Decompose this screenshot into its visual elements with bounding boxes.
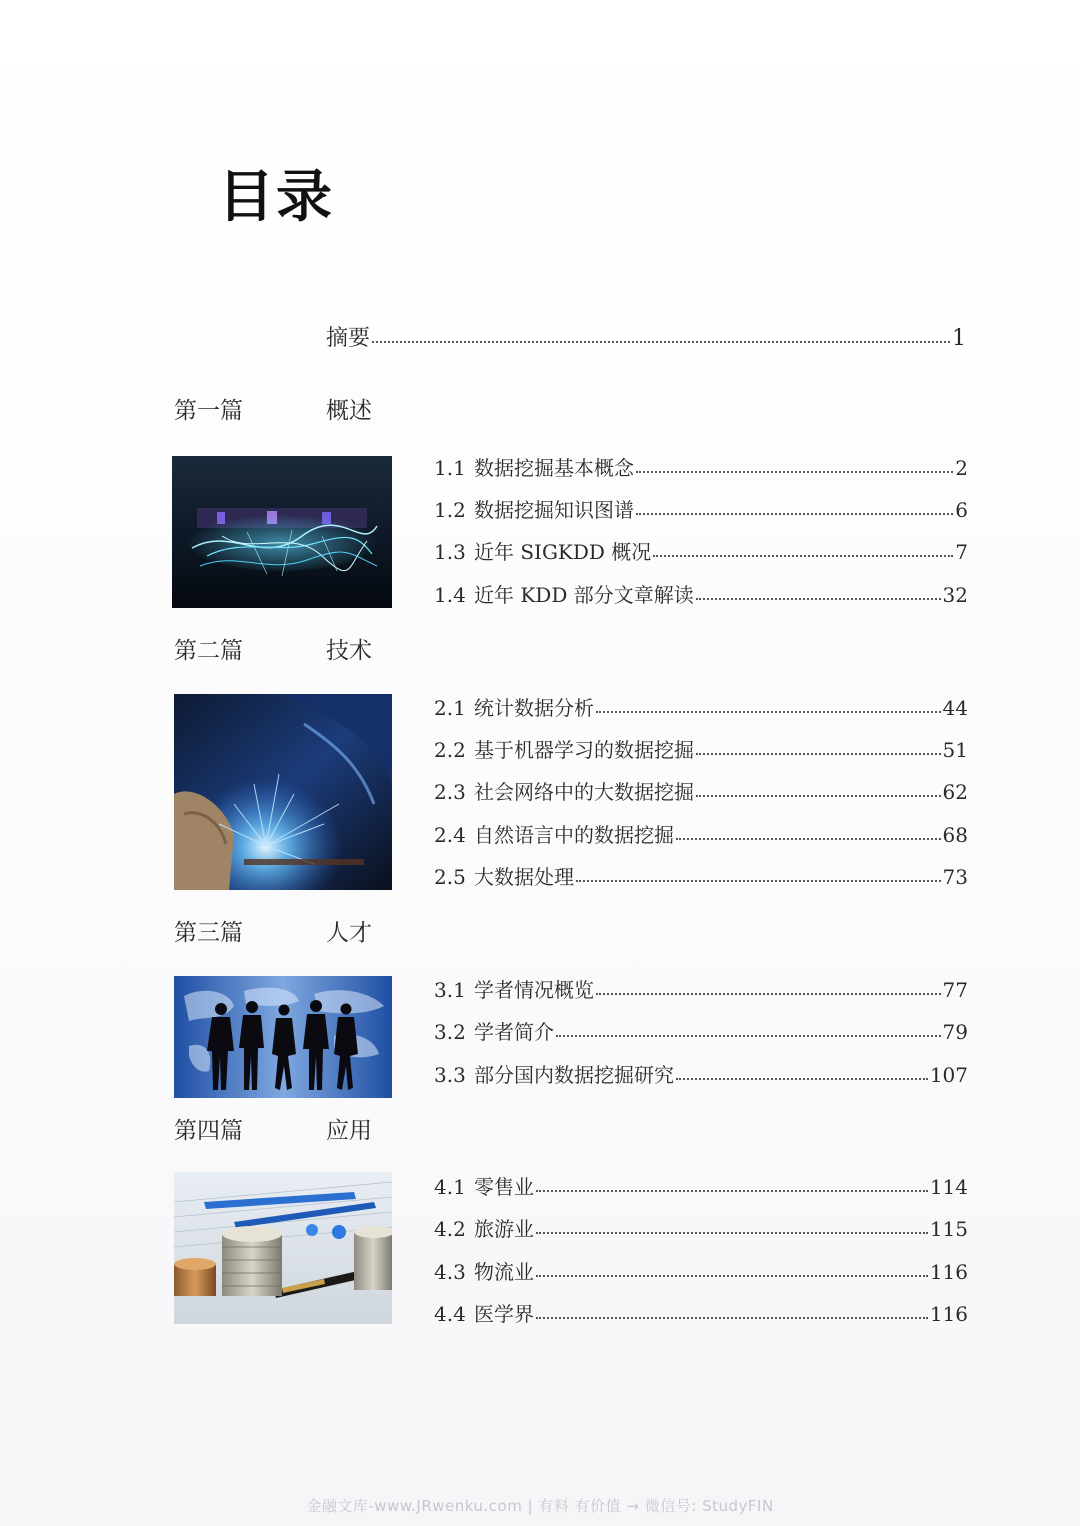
part-1-name: 概述 <box>326 398 372 424</box>
dot-leader <box>536 1317 928 1319</box>
dot-leader <box>676 838 941 840</box>
entry-number: 3.3 <box>434 1063 466 1087</box>
entry-page: 77 <box>942 978 968 1002</box>
toc-entry[interactable] <box>434 825 968 845</box>
toc-entry[interactable] <box>434 1219 968 1239</box>
toc-entry[interactable] <box>434 1304 968 1324</box>
dot-leader <box>696 795 941 797</box>
toc-entry-abstract[interactable] <box>326 328 966 350</box>
business-silhouettes-photo-icon <box>174 976 392 1098</box>
toc-entry[interactable] <box>434 867 968 887</box>
toc-entry[interactable] <box>434 1177 968 1197</box>
entry-number: 4.1 <box>434 1175 466 1199</box>
coins-and-pens-photo-icon <box>174 1172 392 1324</box>
dot-leader <box>653 555 953 557</box>
entry-number: 3.1 <box>434 978 466 1002</box>
entry-label: 摘要 <box>326 326 371 351</box>
dot-leader <box>596 993 941 995</box>
entry-label: 基于机器学习的数据挖掘 <box>474 738 694 762</box>
toc-entry[interactable] <box>434 782 968 802</box>
entry-page: 44 <box>942 696 968 720</box>
entry-page: 6 <box>955 498 968 522</box>
entry-label: 统计数据分析 <box>474 696 594 720</box>
toc-entry[interactable] <box>434 1262 968 1282</box>
toc-entry[interactable] <box>434 980 968 1000</box>
entry-page: 68 <box>942 823 968 847</box>
toc-entry[interactable] <box>434 1065 968 1085</box>
dot-leader <box>576 880 941 882</box>
entry-label: 学者简介 <box>474 1020 554 1044</box>
toc-entry[interactable] <box>434 698 968 718</box>
entry-page: 79 <box>942 1020 968 1044</box>
entry-page: 51 <box>942 738 968 762</box>
light-trails-photo-icon <box>172 456 392 608</box>
dot-leader <box>696 753 941 755</box>
part-3-name: 人才 <box>326 920 372 946</box>
entry-page: 2 <box>955 456 968 480</box>
part-2-name: 技术 <box>326 638 372 664</box>
entry-number: 1.4 <box>434 583 466 607</box>
entry-number: 2.1 <box>434 696 466 720</box>
entry-number: 4.4 <box>434 1302 466 1326</box>
part-3-number: 第三篇 <box>174 920 243 946</box>
entry-label: 医学界 <box>474 1302 534 1326</box>
entry-label: 部分国内数据挖掘研究 <box>474 1063 674 1087</box>
dot-leader <box>536 1232 928 1234</box>
dot-leader <box>636 471 953 473</box>
entry-label: 学者情况概览 <box>474 978 594 1002</box>
entry-number: 2.4 <box>434 823 466 847</box>
watermark: 金融文库-www.JRwenku.com | 有料 有价值 → 微信号: StudyFIN <box>306 1497 774 1515</box>
page-title: 目录 <box>218 165 334 230</box>
entry-label: 近年 KDD 部分文章解读 <box>474 583 694 607</box>
entry-label: 大数据处理 <box>474 865 574 889</box>
part-4-name: 应用 <box>326 1118 372 1144</box>
dot-leader <box>536 1275 928 1277</box>
part-4-number: 第四篇 <box>174 1118 243 1144</box>
dot-leader <box>696 598 941 600</box>
entry-page: 116 <box>929 1302 968 1326</box>
entry-page: 32 <box>942 583 968 607</box>
entry-label: 零售业 <box>474 1175 534 1199</box>
entry-number: 1.1 <box>434 456 466 480</box>
entry-number: 2.5 <box>434 865 466 889</box>
entry-page: 73 <box>942 865 968 889</box>
toc-entry[interactable] <box>434 740 968 760</box>
part-2-number: 第二篇 <box>174 638 243 664</box>
entry-page: 114 <box>929 1175 968 1199</box>
dot-leader <box>676 1078 928 1080</box>
entry-label: 物流业 <box>474 1260 534 1284</box>
dot-leader <box>536 1190 928 1192</box>
entry-page: 107 <box>929 1063 968 1087</box>
entry-page: 115 <box>929 1217 968 1241</box>
entry-number: 2.2 <box>434 738 466 762</box>
entry-page: 116 <box>929 1260 968 1284</box>
entry-number: 1.3 <box>434 540 466 564</box>
entry-number: 3.2 <box>434 1020 466 1044</box>
entry-label: 旅游业 <box>474 1217 534 1241</box>
toc-entry[interactable] <box>434 542 968 562</box>
toc-entry[interactable] <box>434 458 968 478</box>
toc-entry[interactable] <box>434 585 968 605</box>
entry-number: 4.2 <box>434 1217 466 1241</box>
entry-number: 1.2 <box>434 498 466 522</box>
entry-label: 自然语言中的数据挖掘 <box>474 823 674 847</box>
dot-leader <box>596 711 941 713</box>
entry-page: 62 <box>942 780 968 804</box>
entry-label: 数据挖掘基本概念 <box>474 456 634 480</box>
entry-label: 数据挖掘知识图谱 <box>474 498 634 522</box>
welding-sparks-photo-icon <box>174 694 392 890</box>
entry-number: 2.3 <box>434 780 466 804</box>
entry-label: 社会网络中的大数据挖掘 <box>474 780 694 804</box>
part-1-number: 第一篇 <box>174 398 243 424</box>
entry-label: 近年 SIGKDD 概况 <box>474 540 652 564</box>
dot-leader <box>556 1035 941 1037</box>
toc-entry[interactable] <box>434 1022 968 1042</box>
toc-entry[interactable] <box>434 500 968 520</box>
dot-leader <box>372 341 950 343</box>
entry-page: 1 <box>952 326 966 351</box>
entry-page: 7 <box>955 540 968 564</box>
entry-number: 4.3 <box>434 1260 466 1284</box>
dot-leader <box>636 513 953 515</box>
